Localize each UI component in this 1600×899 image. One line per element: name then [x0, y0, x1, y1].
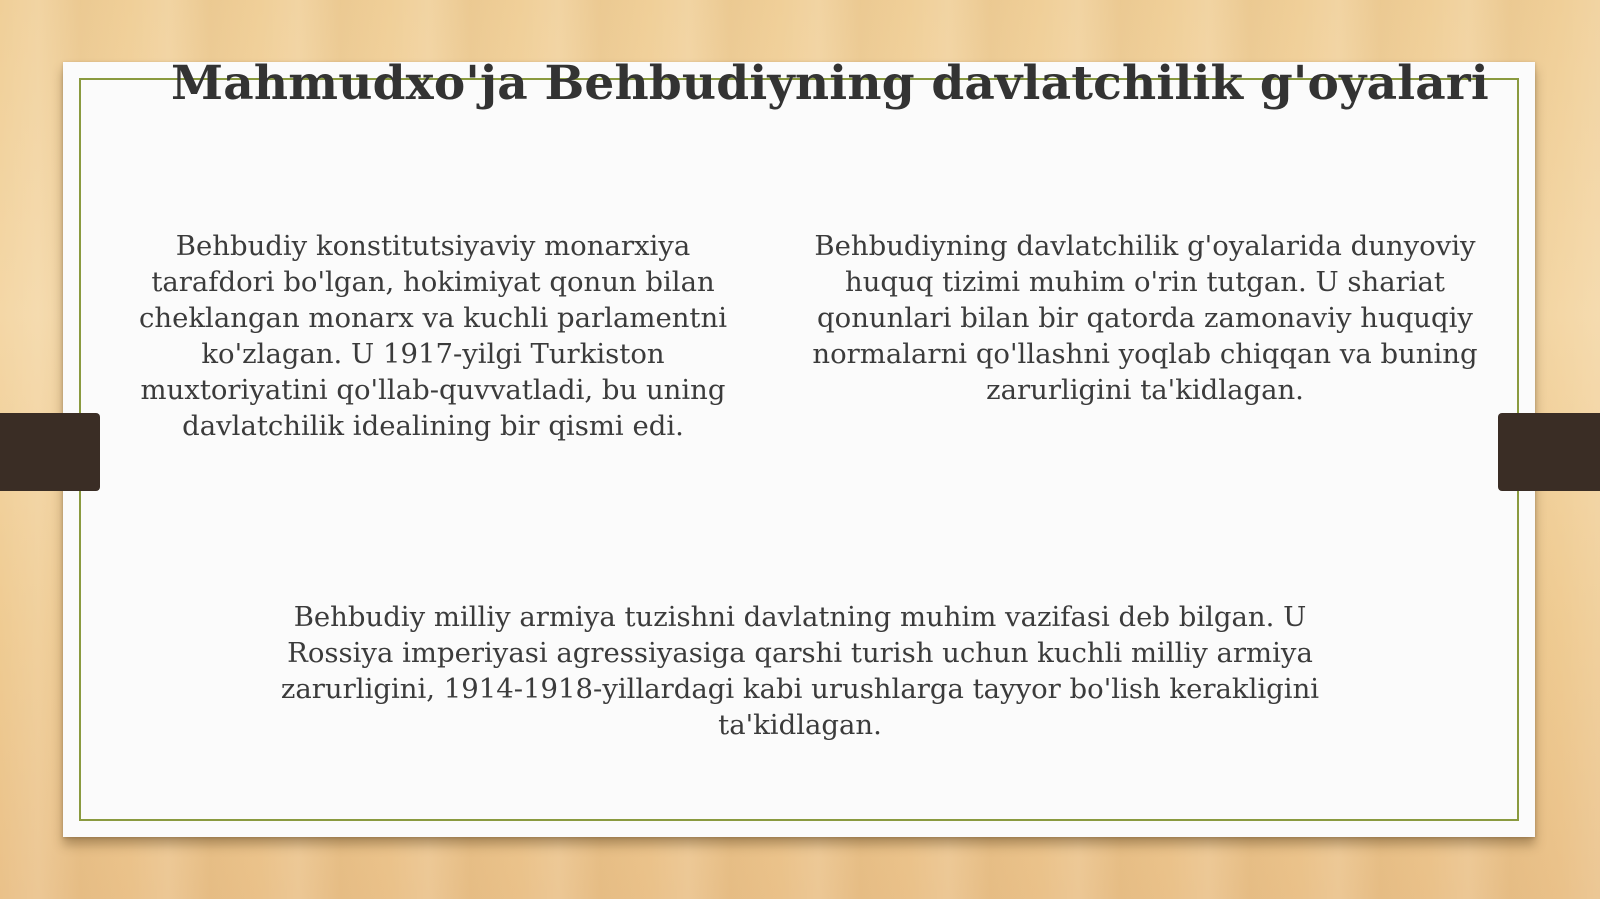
text-block-national-army: Behbudiy milliy armiya tuzishni davlatning muhim vazifasi deb bilgan. U Rossiya imperiyasi agressiyasiga qarshi turish uchun kuchli milliy armiya zarurligini, 1914-1918-yillardagi kabi urushlarga tayyor bo'lish kerakligini ta'kidlagan. — [280, 601, 1320, 741]
text-block-constitutional-monarchy: Behbudiy konstitutsiyaviy monarxiya tarafdori bo'lgan, hokimiyat qonun bilan cheklangan monarx va kuchli parlamentni ko'zlagan. U 1917-yilgi Turkiston muxtoriyatini qo'llab-quvvatladi, bu uning davlatchilik idealining bir qismi edi. — [139, 230, 727, 442]
slide-title: Mahmudxo'ja Behbudiyning davlatchilik g'oyalari — [171, 56, 1489, 111]
left-side-tab — [0, 413, 100, 491]
text-block-secular-law: Behbudiyning davlatchilik g'oyalarida dunyoviy huquq tizimi muhim o'rin tutgan. U shariat qonunlari bilan bir qatorda zamonaviy huquqiy normalarni qo'llashni yoqlab chiqqan va buning zarurligini ta'kidlagan. — [812, 230, 1478, 406]
right-side-tab — [1498, 413, 1600, 491]
